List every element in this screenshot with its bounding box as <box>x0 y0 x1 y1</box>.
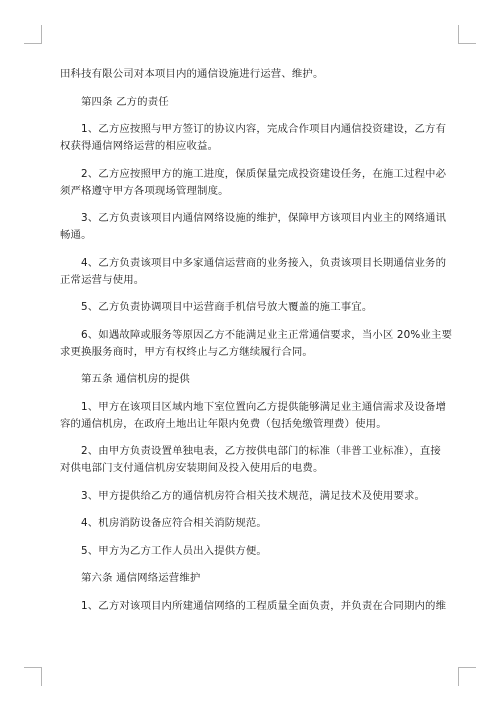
text-line: 2、由甲方负责设置单独电表，乙方按供电部门的标准（非普工业标准），直接 <box>81 445 441 457</box>
text-line: 第五条 通信机房的提供 <box>81 373 190 385</box>
text-line: 1、甲方在该项目区域内地下室位置向乙方提供能够满足业主通信需求及设备增 <box>81 400 447 413</box>
clause-item <box>60 255 447 289</box>
paragraph-spacer <box>60 200 442 211</box>
text-line: 畅通。 <box>60 229 92 241</box>
section-heading <box>60 371 442 388</box>
document-body <box>60 66 453 615</box>
clause-item <box>60 543 442 560</box>
paragraph-spacer <box>60 244 442 255</box>
text-line: 容的通信机房，在政府土地出让年限内免费（包括免缴管理费）使用。 <box>60 417 387 430</box>
text-line: 6、如遇故障或服务等原因乙方不能满足业主正常通信要求，当小区 20%业主要 <box>81 328 453 341</box>
text-line: 第六条 通信网络运营维护 <box>81 572 201 584</box>
paragraph-spacer <box>60 477 442 488</box>
paragraph-spacer <box>60 111 442 122</box>
paragraph-spacer <box>60 560 442 571</box>
clause-item <box>60 598 447 615</box>
clause-item <box>60 210 447 244</box>
clause-item <box>60 299 442 316</box>
crop-mark-top-left <box>41 25 42 44</box>
crop-mark-top-right <box>458 43 476 44</box>
text-line: 第四条 乙方的责任 <box>81 95 169 108</box>
text-line: 求更换服务商时，甲方有权终止与乙方继续履行合同。 <box>60 345 313 358</box>
paragraph-spacer <box>60 361 442 372</box>
clause-item <box>60 515 442 532</box>
text-line: 正常运营与使用。 <box>60 273 145 286</box>
section-heading <box>60 94 442 111</box>
paragraph-spacer <box>60 289 442 300</box>
text-line: 5、乙方负责协调项目中运营商手机信号放大覆盖的施工事宜。 <box>81 301 373 313</box>
text-line: 4、乙方负责该项目中多家通信运营商的业务接入，负责该项目长期通信业务的 <box>81 256 447 269</box>
clause-item <box>60 327 453 361</box>
text-line: 须严格遵守甲方各项现场管理制度。 <box>60 184 229 197</box>
crop-mark-bottom-left <box>41 667 42 686</box>
paragraph-spacer <box>60 388 442 399</box>
crop-mark-bottom-right <box>458 667 476 668</box>
text-line: 3、乙方负责该项目内通信网络设施的维护，保障甲方该项目内业主的网络通讯 <box>81 212 447 224</box>
text-line: 田科技有限公司对本项目内的通信设施进行运营、维护。 <box>60 68 324 80</box>
text-line: 4、机房消防设备应符合相关消防规范。 <box>81 517 267 529</box>
text-line: 3、甲方提供给乙方的通信机房符合相关技术规范，满足技术及使用要求。 <box>81 489 426 502</box>
paragraph-spacer <box>60 587 442 598</box>
clause-item <box>60 443 442 477</box>
paragraph-spacer <box>60 316 442 327</box>
clause-item <box>60 488 442 505</box>
paragraph-spacer <box>60 505 442 516</box>
crop-mark-top-left <box>24 43 42 44</box>
text-line: 1、乙方应按照与甲方签订的协议内容，完成合作项目内通信投资建设，乙方有 <box>81 123 447 135</box>
crop-mark-bottom-right <box>458 667 459 686</box>
text-line: 对供电部门支付通信机房安装期间及投入使用后的电费。 <box>60 462 324 474</box>
clause-item <box>60 166 447 200</box>
paragraph-continuation <box>60 66 442 83</box>
text-line: 1、乙方对该项目内所建通信网络的工程质量全面负责，并负责在合同期内的维 <box>81 599 447 612</box>
text-line: 权获得通信网络运营的相应收益。 <box>60 140 219 152</box>
text-line: 5、甲方为乙方工作人员出入提供方便。 <box>81 544 267 557</box>
clause-item <box>60 399 447 433</box>
clause-item <box>60 121 447 155</box>
paragraph-spacer <box>60 83 442 94</box>
paragraph-spacer <box>60 433 442 444</box>
section-heading <box>60 570 442 587</box>
paragraph-spacer <box>60 155 442 166</box>
text-line: 2、乙方应按照甲方的施工进度，保质保量完成投资建设任务，在施工过程中必 <box>81 167 447 180</box>
crop-mark-top-right <box>458 25 459 44</box>
crop-mark-bottom-left <box>24 667 42 668</box>
paragraph-spacer <box>60 532 442 543</box>
